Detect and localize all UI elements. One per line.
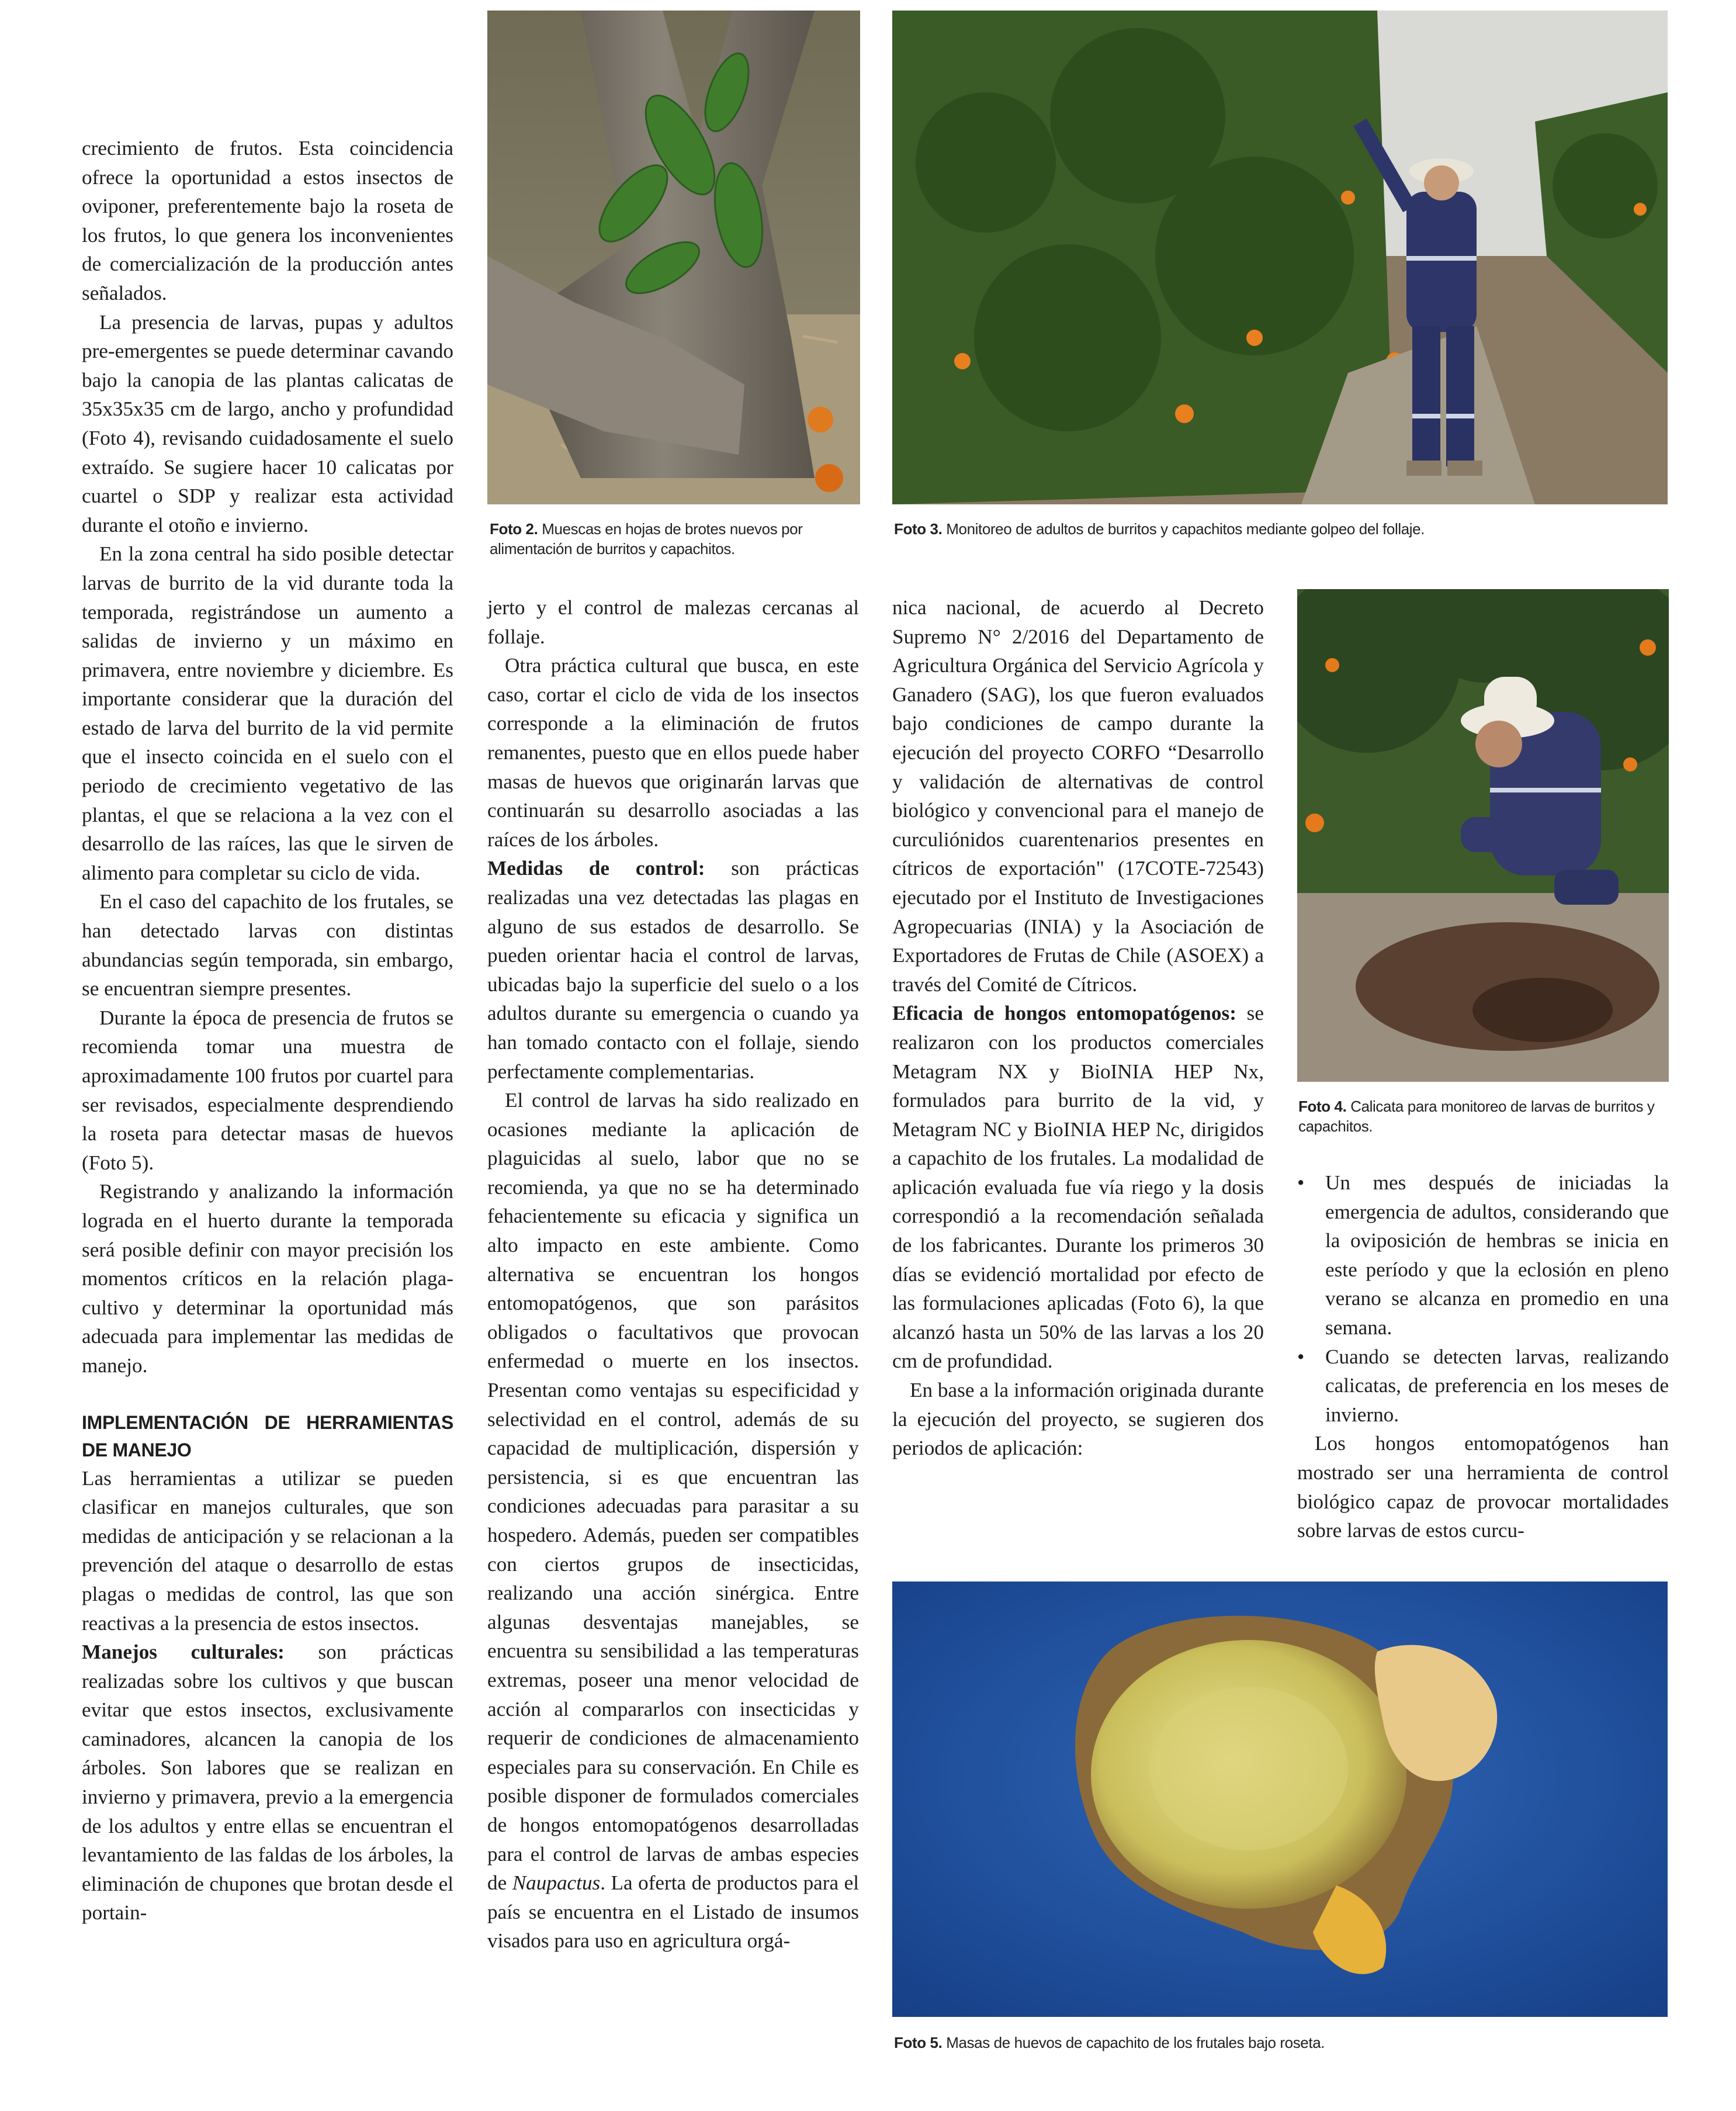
paragraph: En la zona central ha sido posible detectar larvas de burrito de la vid durante toda la temporada, registrándose un aumento a salidas de invierno y un máximo en primavera, entre noviembre y diciembre. Es importante considerar que la duración del estado de larva del burrito de la vid permite que el insecto coincida en el suelo con el periodo de crecimiento vegetativo de las plantas, el que se relaciona a la vez con el desarrollo de las raíces, las que le sirven de alimento para completar su ciclo de vida. [82,542,453,884]
paragraph: En el caso del capachito de los frutales, se han detectado larvas con distintas abundancias según temporada, sin embargo, se encuentran siempre presentes. [82,890,453,1001]
caption-text: Monitoreo de adultos de burritos y capachitos mediante golpeo del follaje. [942,520,1425,538]
caption-text: Masas de huevos de capachito de los frutales bajo roseta. [942,2034,1325,2051]
paragraph: Los hongos entomopatógenos han mostrado ser una herramienta de control biológico capaz de provocar mortalidades sobre larvas de estos curcu- [1297,1432,1669,1542]
photo-2-citrus-shoot [487,11,860,504]
caption-label: Foto 3. [894,520,943,538]
bold-lead: Eficacia de hongos entomopatógenos: [892,1002,1236,1025]
paragraph [487,854,859,1086]
paragraph: La presencia de larvas, pupas y adultos pre-emergentes se puede determinar cavando bajo la canopia de las plantas calicatas de 35x35x35 cm de largo, ancho y profundidad (Foto 4), revisando cuidadosamente el suelo extraído. Se sugiere hacer 10 calicatas por cuartel o SDP y realizar esta actividad durante el otoño e invierno. [82,310,453,537]
list-item: • Un mes después de iniciadas la emergencia de adultos, considerando que la oviposición de hembras se inicia en este período y que la eclosión en pleno verano se alcanza en promedio en una semana. [1297,1168,1669,1342]
bold-lead: Medidas de control: [487,857,705,880]
caption-label: Foto 5. [894,2034,943,2051]
caption-label: Foto 4. [1298,1098,1347,1115]
paragraph: Las herramientas a utilizar se pueden clasificar en manejos culturales, que son medidas de anticipación y se relacionan a la prevención del ataque o desarrollo de estas plagas o medidas de control, las que son reactivas a la presencia de estos insectos. [82,1466,453,1635]
bullet-list [1297,1168,1669,1429]
column-2 [487,593,859,1956]
bold-lead: Manejos culturales: [82,1641,285,1664]
caption-text: Muescas en hojas de brotes nuevos por alimentación de burritos y capachitos. [490,520,803,558]
paragraph-text: son prácticas realizadas sobre los cultivos y que buscan evitar que estos insectos, exclusivamente caminadores, alcancen la canopia de los árboles. Son labores que se realizan en invierno y primavera, previo a la emergencia de los adultos y entre ellas se encuentran el levantamiento de las faldas de los árboles, la eliminación de chupones que brotan desde el portain- [82,1641,453,1925]
column-3 [892,593,1264,1463]
caption-foto-5 [894,2033,1665,2053]
paragraph-text: El control de larvas ha sido realizado en ocasiones mediante la aplicación de plaguicidas al suelo, labor que no se recomienda, ya que no se ha determinado fehacientemente su eficacia y significa un alto impacto en este ambiente. Como alternativa se encuentran los hongos entomopatógenos, que son parásitos obligados o facultativos que provocan enfermedad o muerte en los insectos. Presentan como ventajas su especificidad y selectividad en el control, además de su capacidad de multiplicación, dispersión y persistencia, si es que encuentran las condiciones adecuadas para parasitar a su hospedero. Además, pueden ser compatibles con ciertos grupos de insecticidas, realizando una acción sinérgica. Entre algunas desventajas manejables, se encuentra su sensibilidad a las temperaturas extremas, poseer una menor velocidad de acción al compararlos con insecticidas y requerir de condiciones de almacenamiento especiales para su conservación. En Chile es posible disponer de formulados comerciales de hongos entomopatógenos desarrolladas para el control de larvas de ambas especies de [487,1089,859,1895]
photo-5-egg-mass [892,1581,1668,2017]
paragraph [487,1086,859,1956]
caption-label: Foto 2. [490,520,538,538]
list-item: • Cuando se detecten larvas, realizando calicatas, de preferencia en los meses de invierno. [1297,1342,1669,1430]
caption-foto-2 [490,519,858,559]
paragraph [892,999,1264,1376]
paragraph-text: se realizaron con los productos comerciales Metagram NX y BioINIA HEP Nx, formulados para burrito de la vid, y Metagram NC y BioINIA HEP Nc, dirigidos a capachito de los frutales. La modalidad de aplicación evaluada fue vía riego y la dosis correspondió a la recomendación señalada de los fabricantes. Durante los primeros 30 días se evidenció mortalidad por efecto de las formulaciones aplicadas (Foto 6), la que alcanzó hasta un 50% de las larvas a los 20 cm de profundidad. [892,1002,1264,1373]
column-1 [82,134,453,1927]
paragraph: Registrando y analizando la información lograda en el huerto durante la temporada será posible definir con mayor precisión los momentos críticos en la relación plaga-cultivo y determinar la oportunidad más adecuada para implementar las medidas de manejo. [82,1180,453,1377]
paragraph: crecimiento de frutos. Esta coincidencia ofrece la oportunidad a estos insectos de oviponer, preferentemente bajo la roseta de los frutos, lo que genera los inconvenientes de comercialización de la producción antes señalados. [82,137,453,304]
paragraph: jerto y el control de malezas cercanas al follaje. [487,596,859,648]
paragraph [82,1638,453,1927]
paragraph: nica nacional, de acuerdo al Decreto Supremo N° 2/2016 del Departamento de Agricultura Orgánica del Servicio Agrícola y Ganadero (SAG), los que fueron evaluados bajo condiciones de campo durante la ejecución del proyecto CORFO “Desarrollo y validación de alternativas de control biológico y convencional para el manejo de curculiónidos cuarentenarios presentes en cítricos de exportación" (17COTE-72543) ejecutado por el Instituto de Investigaciones Agropecuarias (INIA) y la Asociación de Exportadores de Frutas de Chile (ASOEX) a través del Comité de Cítricos. [892,596,1264,996]
paragraph: En base a la información originada durante la ejecución del proyecto, se sugieren dos periodos de aplicación: [892,1379,1264,1460]
paragraph: Otra práctica cultural que busca, en este caso, cortar el ciclo de vida de los insectos corresponde a la eliminación de frutos remanentes, puesto que en ellos puede haber masas de huevos que originarán larvas que continuarán su desarrollo asociadas a las raíces de los árboles. [487,654,859,851]
paragraph-text: son prácticas realizadas una vez detectadas las plagas en alguno de sus estados de desarrollo. Se pueden orientar hacia el control de larvas, ubicadas bajo la superficie del suelo o a los adultos durante su emergencia o cuando ya han tomado contacto con el follaje, siendo perfectamente complementarias. [487,857,859,1083]
photo-4-calicata [1297,589,1669,1082]
photo-3-orchard-monitoring [892,11,1668,504]
section-heading: IMPLEMENTACIÓN DE HERRAMIENTAS DE MANEJO [82,1411,453,1461]
species-name: Naupactus [512,1871,601,1895]
paragraph: Durante la época de presencia de frutos se recomienda tomar una muestra de aproximadamente 100 frutos por cuartel para ser revisados, especialmente desprendiendo la roseta para detectar masas de huevos (Foto 5). [82,1006,453,1174]
caption-foto-4 [1298,1096,1666,1136]
column-4 [1297,1168,1669,1545]
caption-foto-3 [894,519,1665,539]
paragraph-text: . La oferta de productos para el país se encuentra en el Listado de insumos visados para uso en agricultura orgá- [487,1871,859,1953]
caption-text: Calicata para monitoreo de larvas de burritos y capachitos. [1298,1098,1655,1135]
